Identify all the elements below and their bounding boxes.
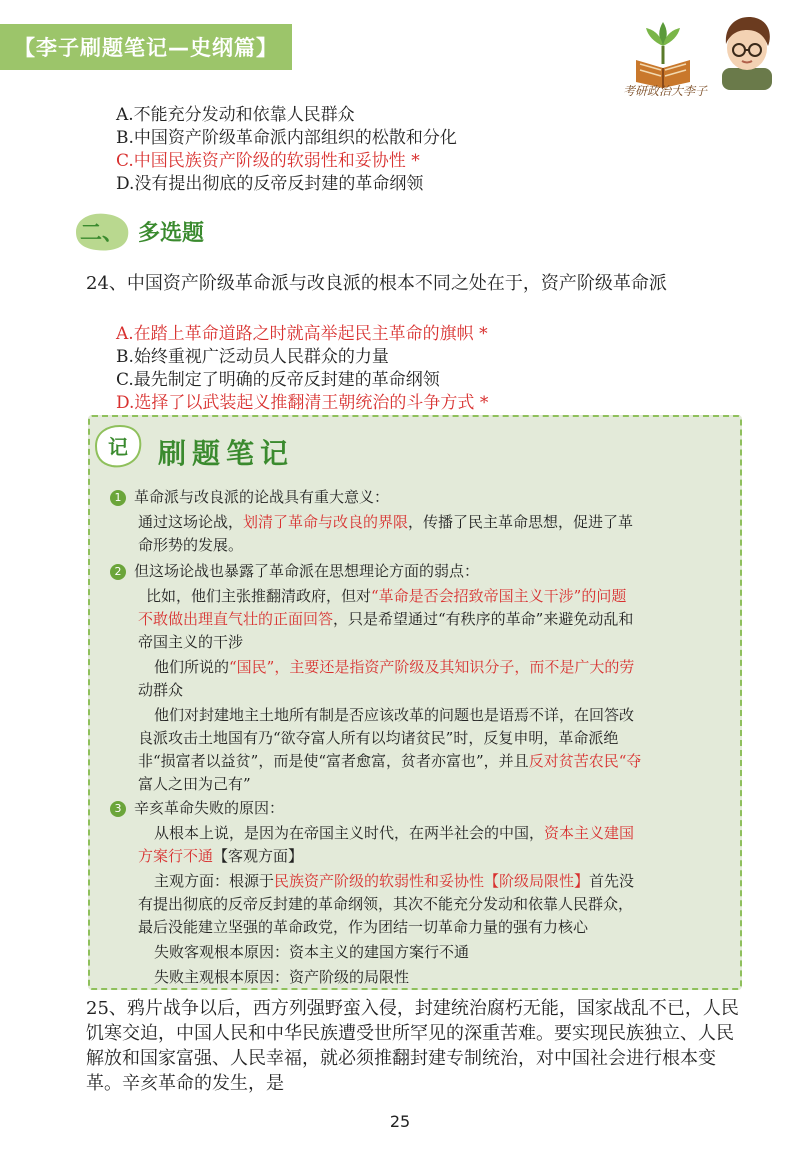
header-banner (0, 24, 292, 70)
point-2-heading: 但这场论战也暴露了革命派在思想理论方面的弱点： (134, 562, 480, 580)
point-1-number: 1 (110, 490, 126, 506)
notes-title: 刷题笔记 (158, 437, 295, 470)
point-3-line-4: 有提出彻底的反帝反封建的革命纲领，其次不能充分发动和依靠人民群众， (138, 895, 634, 913)
point-2-line-2 (138, 608, 633, 631)
point-1-line-2: 命形势的发展。 (138, 536, 244, 554)
p2-l1-text: 比如，他们主张推翻清政府，但对 (146, 587, 372, 605)
point-1-heading: 革命派与改良派的论战具有重大意义： (134, 488, 390, 506)
point-2-line-1 (146, 585, 626, 608)
point-2-line-5: 动群众 (138, 681, 184, 699)
p2-l2-text: ，只是希望通过“有秩序的革命”来避免动乱和 (333, 610, 634, 628)
section-title: 多选题 (138, 221, 205, 246)
point-3-number: 3 (110, 801, 126, 817)
q24-option-a: A.在踏上革命道路之时就高举起民主革命的旗帜 * (116, 324, 488, 344)
q24-option-b: B.始终重视广泛动员人民群众的力量 (116, 347, 389, 367)
q24-option-c: C.最先制定了明确的反帝反封建的革命纲领 (116, 370, 440, 390)
p2-l1-red: “革命是否会招致帝国主义干涉”的问题 (371, 587, 627, 605)
point-3-line-1 (154, 822, 634, 845)
p3-l2-red: 方案行不通 (138, 847, 214, 865)
p2-l4-red: “国民”，主要还是指资产阶级及其知识分子，而不是广大的劳 (229, 658, 635, 676)
p2-l2-red: 不敢做出理直气壮的正面回答 (138, 610, 334, 628)
point-1-line-1 (138, 511, 633, 534)
header-title: 【李子刷题笔记—史纲篇】 (14, 36, 278, 60)
p1-text-b: ，传播了民主革命思想，促进了革 (408, 513, 634, 531)
q23-option-b: B.中国资产阶级革命派内部组织的松散和分化 (116, 128, 457, 148)
avatar (712, 10, 782, 90)
q24-stem: 24、中国资产阶级革命派与改良派的根本不同之处在于，资产阶级革命派 (86, 273, 667, 294)
section-badge-label: 二、 (79, 221, 125, 246)
p3-l1-text: 从根本上说，是因为在帝国主义时代，在两半社会的中国， (154, 824, 545, 842)
p3-l3-red-b: 【阶级局限性】 (484, 872, 590, 890)
p2-l8-text: 非“损富者以益贫”，而是使“富者愈富，贫者亦富也”，并且 (138, 752, 529, 770)
q25-text: 25、鸦片战争以后，西方列强野蛮入侵，封建统治腐朽无能，国家战乱不已，人民饥寒交迫，中国人民和中华民族遭受世所罕见的深重苦难。要实现民族独立、人民解放和国家富强、人民幸福，就必须推翻封建专制统治，对中国社会进行根本变革。辛亥革命的发生，是 (86, 998, 739, 1094)
point-2-number: 2 (110, 564, 126, 580)
brand-text: 考研政治大李子 (622, 84, 707, 98)
q23-option-a: A.不能充分发动和依靠人民群众 (116, 105, 355, 125)
point-2-line-9: 富人之田为己有” (138, 775, 251, 793)
book-plant-logo-icon (628, 12, 698, 92)
p3-l3-red: 民族资产阶级的软弱性和妥协性 (274, 872, 485, 890)
p2-l4-text: 他们所说的 (154, 658, 230, 676)
point-3-line-7: 失败主观根本原因：资产阶级的局限性 (154, 968, 410, 986)
q23-option-c: C.中国民族资产阶级的软弱性和妥协性 * (116, 151, 420, 171)
section-badge (72, 210, 132, 254)
point-3-line-6: 失败客观根本原因：资本主义的建国方案行不通 (154, 943, 470, 961)
point-2-line-7: 良派攻击土地国有乃“欲夺富人所有以均诸贫民”时，反复申明，革命派绝 (138, 729, 619, 747)
p3-l3-text-a: 主观方面：根源于 (154, 872, 275, 890)
point-2-line-8 (138, 750, 641, 773)
page-number: 25 (389, 1112, 411, 1131)
p1-text-red: 划清了革命与改良的界限 (243, 513, 409, 531)
point-3-line-3 (154, 870, 634, 893)
p3-l2-text: 【客观方面】 (213, 847, 304, 865)
point-2-line-4 (154, 656, 634, 679)
q23-option-d: D.没有提出彻底的反帝反封建的革命纲领 (116, 174, 424, 194)
notes-icon-label: 记 (108, 435, 128, 459)
notes-icon (92, 422, 144, 470)
point-3-line-2 (138, 845, 303, 868)
point-2-line-3: 帝国主义的干涉 (138, 633, 244, 651)
point-2-line-6: 他们对封建地主土地所有制是否应该改革的问题也是语焉不详，在回答改 (154, 706, 635, 724)
point-3-heading: 辛亥革命失败的原因： (134, 799, 285, 817)
p3-l1-red: 资本主义建国 (544, 824, 635, 842)
point-3-line-5: 最后没能建立坚强的革命政党，作为团结一切革命力量的强有力核心 (138, 918, 589, 936)
p2-l8-red: 反对贫苦农民“夺 (528, 752, 642, 770)
p1-text-a: 通过这场论战， (138, 513, 244, 531)
q24-option-d: D.选择了以武装起义推翻清王朝统治的斗争方式 * (116, 393, 489, 413)
p3-l3-text-c: 首先没 (589, 872, 635, 890)
